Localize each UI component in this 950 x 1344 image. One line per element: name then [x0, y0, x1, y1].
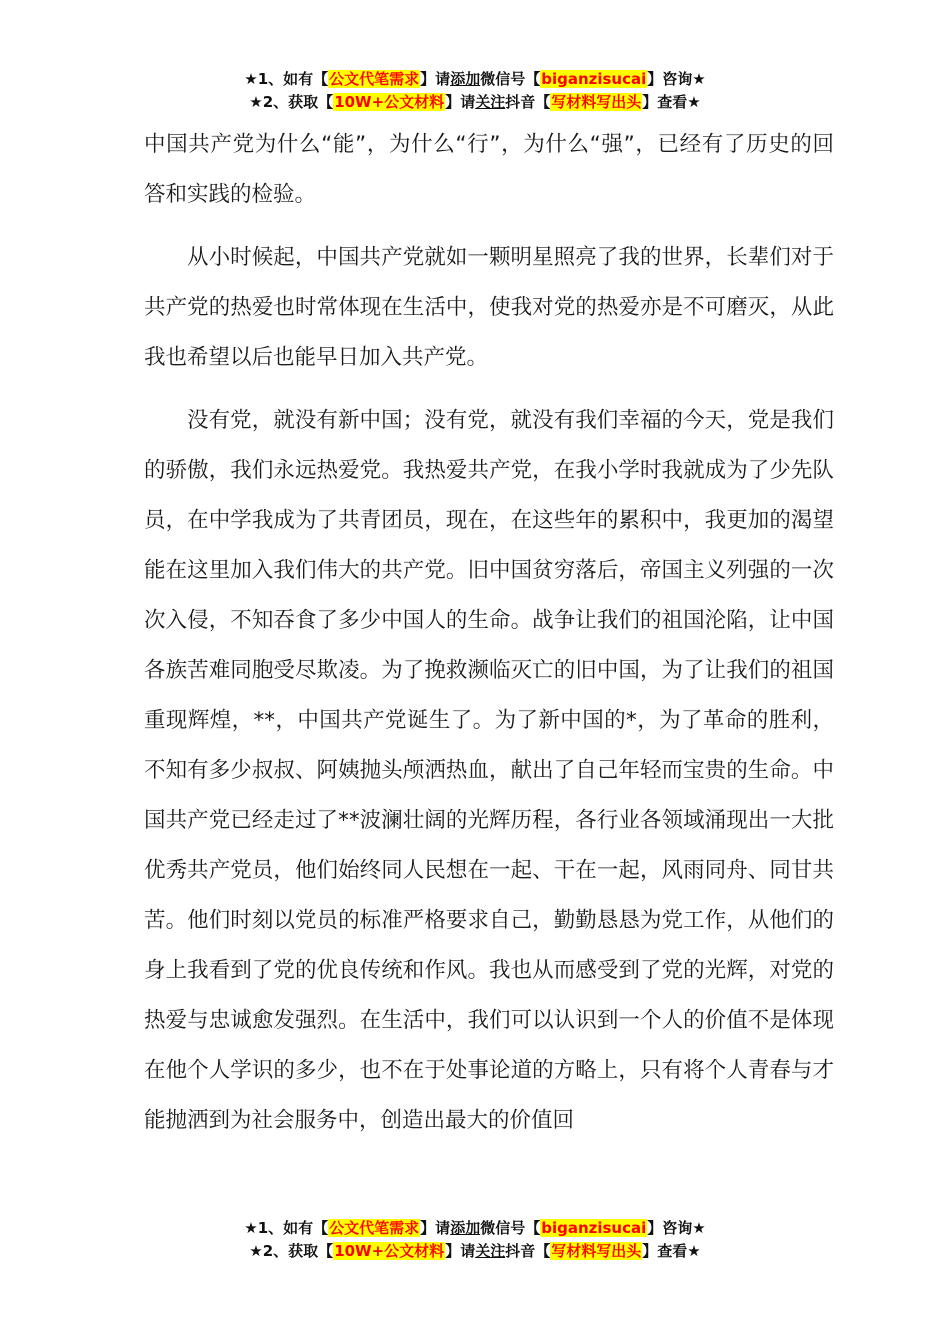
- header-line-1-highlight-wechat-id: biganzisucai: [541, 70, 647, 88]
- footer-banner: [0, 1217, 950, 1263]
- footer-line-2: [0, 1240, 950, 1263]
- footer-line-2-highlight-douyin: 写材料写出头: [551, 1242, 642, 1260]
- footer-line-2-mid: 】请: [445, 1242, 476, 1260]
- header-line-2-mid: 】请: [445, 93, 476, 111]
- document-body: [144, 120, 834, 1146]
- header-line-2-highlight-materials: 10W+公文材料: [334, 93, 445, 111]
- footer-line-2-highlight-materials: 10W+公文材料: [334, 1242, 445, 1260]
- header-line-2-mid-2: 抖音【: [505, 93, 551, 111]
- header-line-1-highlight-service: 公文代笔需求: [329, 70, 420, 88]
- header-line-2-prefix: ★2、获取【: [249, 93, 334, 111]
- header-line-2-suffix: 】查看★: [642, 93, 701, 111]
- header-line-2-highlight-douyin: 写材料写出头: [551, 93, 642, 111]
- header-line-2-emphasis: 关注: [475, 93, 506, 111]
- paragraph-2: 从小时候起，中国共产党就如一颗明星照亮了我的世界，长辈们对于共产党的热爱也时常体现在生活中，使我对党的热爱亦是不可磨灭，从此我也希望以后也能早日加入共产党。: [144, 245, 834, 370]
- footer-line-1-prefix: ★1、如有【: [244, 1219, 329, 1237]
- header-line-2: [0, 91, 950, 114]
- paragraph-1: 中国共产党为什么“能”，为什么“行”，为什么“强”，已经有了历史的回答和实践的检验。: [144, 132, 834, 207]
- header-line-1-mid-2: 微信号【: [480, 70, 541, 88]
- header-line-1: [0, 68, 950, 91]
- header-line-1-mid: 】请: [420, 70, 451, 88]
- footer-line-1: [0, 1217, 950, 1240]
- footer-line-1-suffix: 】咨询★: [647, 1219, 706, 1237]
- paragraph-3: 没有党，就没有新中国；没有党，就没有我们幸福的今天，党是我们的骄傲，我们永远热爱党。我热爱共产党，在我小学时我就成为了少先队员，在中学我成为了共青团员，现在，在这些年的累积中，我更加的渴望能在这里加入我们伟大的共产党。旧中国贫穷落后，帝国主义列强的一次次入侵，不知吞食了多少中国人的生命。战争让我们的祖国沦陷，让中国各族苦难同胞受尽欺凌。为了挽救濒临灭亡的旧中国，为了让我们的祖国重现辉煌，**，中国共产党诞生了。为了新中国的*，为了革命的胜利，不知有多少叔叔、阿姨抛头颅洒热血，献出了自己年轻而宝贵的生命。中国共产党已经走过了**波澜壮阔的光辉历程，各行业各领域涌现出一大批优秀共产党员，他们始终同人民想在一起、干在一起，风雨同舟、同甘共苦。他们时刻以党员的标准严格要求自己，勤勤恳恳为党工作，从他们的身上我看到了党的优良传统和作风。我也从而感受到了党的光辉，对党的热爱与忠诚愈发强烈。在生活中，我们可以认识到一个人的价值不是体现在他个人学识的多少，也不在于处事论道的方略上，只有将个人青春与才能抛洒到为社会服务中，创造出最大的价值回: [144, 408, 834, 1133]
- footer-line-1-mid-2: 微信号【: [480, 1219, 541, 1237]
- footer-line-2-prefix: ★2、获取【: [249, 1242, 334, 1260]
- footer-line-2-suffix: 】查看★: [642, 1242, 701, 1260]
- footer-line-1-emphasis: 添加: [450, 1219, 481, 1237]
- header-line-1-prefix: ★1、如有【: [244, 70, 329, 88]
- footer-line-1-mid: 】请: [420, 1219, 451, 1237]
- footer-line-1-highlight-service: 公文代笔需求: [329, 1219, 420, 1237]
- footer-line-1-highlight-wechat-id: biganzisucai: [541, 1219, 647, 1237]
- header-line-1-emphasis: 添加: [450, 70, 481, 88]
- header-line-1-suffix: 】咨询★: [647, 70, 706, 88]
- header-banner: [0, 68, 950, 114]
- footer-line-2-mid-2: 抖音【: [505, 1242, 551, 1260]
- footer-line-2-emphasis: 关注: [475, 1242, 506, 1260]
